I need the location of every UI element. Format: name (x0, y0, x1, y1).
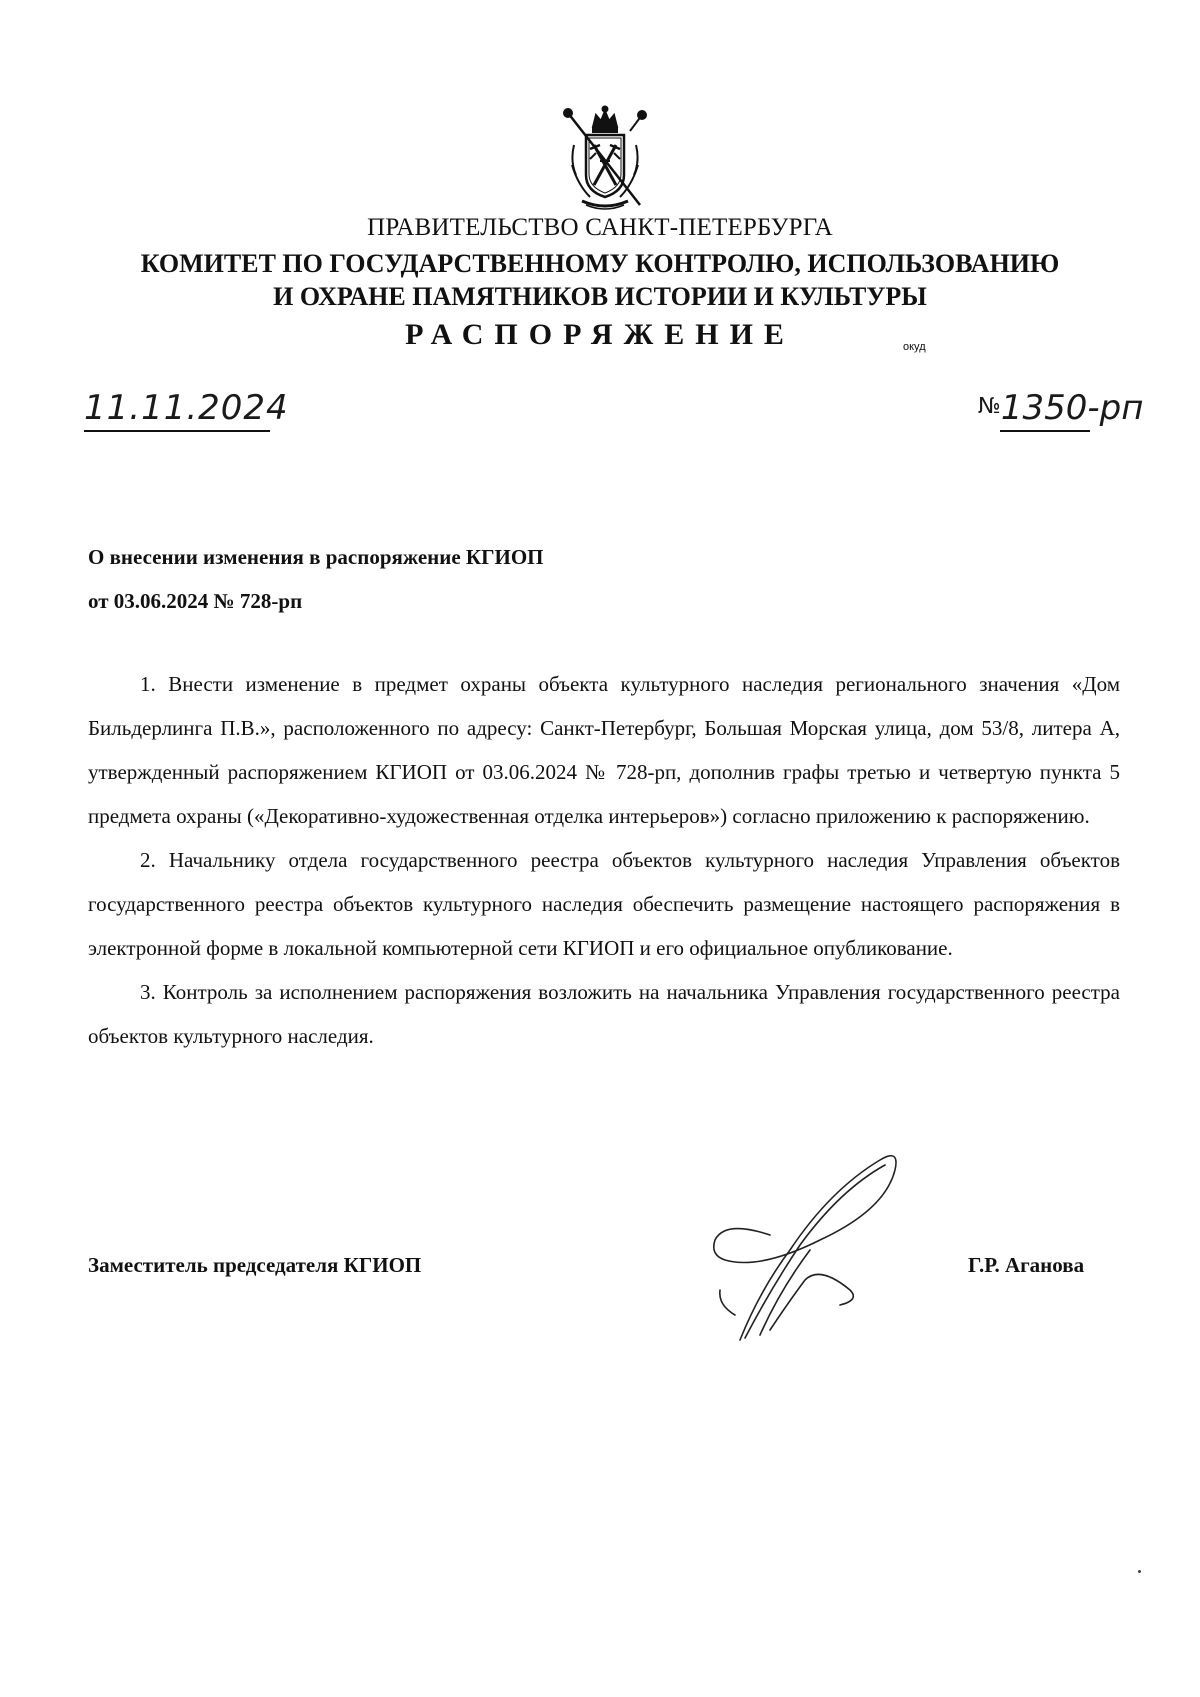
number-value: 1350-рп (1000, 388, 1144, 428)
paragraph-2: 2. Начальнику отдела государственного реестра объектов культурного наследия Управления объектов государственного реестра объектов культурного наследия обеспечить размещение настоящего распоряжения в электронной форме в локальной компьютерной сети КГИОП и его официальное опубликование. (88, 848, 1120, 960)
subject-line1: О внесении изменения в распоряжение КГИОП (88, 545, 544, 569)
number-underline (1000, 430, 1090, 432)
document-type-title: РАСПОРЯЖЕНИЕ (405, 318, 795, 351)
government-title: ПРАВИТЕЛЬСТВО САНКТ-ПЕТЕРБУРГА (367, 214, 833, 241)
document-body (88, 662, 1120, 1058)
signer-name: Г.Р. Аганова (968, 1253, 1085, 1277)
document-number (978, 388, 1144, 428)
paragraph-3: 3. Контроль за исполнением распоряжения возложить на начальника Управления государственного реестра объектов культурного наследия. (88, 980, 1120, 1048)
document-date: 11.11.2024 (84, 388, 289, 428)
scan-dot (1138, 1570, 1141, 1573)
committee-title-line2: И ОХРАНЕ ПАМЯТНИКОВ ИСТОРИИ И КУЛЬТУРЫ (273, 282, 927, 311)
okud-label: окуд (903, 341, 926, 353)
date-underline (84, 430, 270, 432)
subject-line2: от 03.06.2024 № 728-рп (88, 589, 303, 613)
coat-of-arms-icon (560, 105, 650, 213)
number-sign: № (978, 394, 1001, 419)
handwritten-signature-icon (700, 1140, 930, 1345)
committee-title-line1: КОМИТЕТ ПО ГОСУДАРСТВЕННОМУ КОНТРОЛЮ, ИСПОЛЬЗОВАНИЮ (140, 249, 1060, 278)
signer-position: Заместитель председателя КГИОП (88, 1253, 422, 1277)
paragraph-1: 1. Внести изменение в предмет охраны объекта культурного наследия регионального значения «Дом Бильдерлинга П.В.», расположенного по адресу: Санкт-Петербург, Большая Морская улица, дом 53/8, литера А, утвержденный распоряжением КГИОП от 03.06.2024 № 728-рп, дополнив графы третью и четвертую пункта 5 предмета охраны («Декоративно-художественная отделка интерьеров») согласно приложению к распоряжению. (88, 672, 1120, 828)
